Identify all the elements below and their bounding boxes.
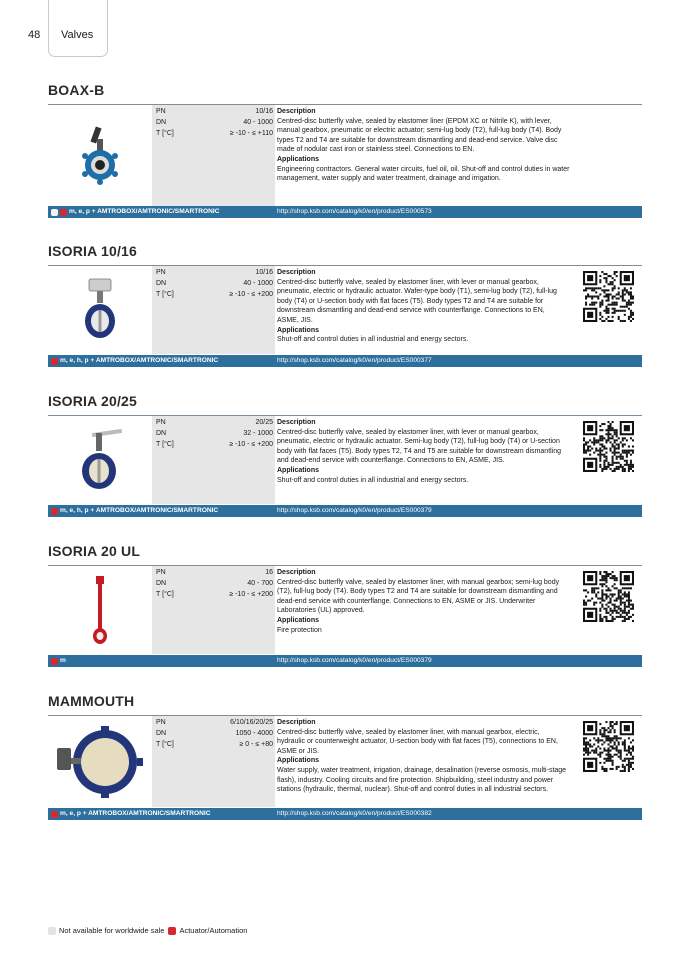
- spec-value-dn: 40 - 1000: [243, 119, 273, 126]
- product-mammouth: [48, 693, 642, 828]
- product-footer-bar: [48, 505, 642, 517]
- spec-value-temp: ≥ -10 - ≤ +200: [229, 441, 273, 448]
- applications-text: Engineering contractors. General water circuits, fuel oil, oil. Shut-off and control duties in water management, water supply and water treatment, drainage and irrigation.: [277, 165, 570, 183]
- description-block: [277, 418, 567, 485]
- product-link[interactable]: http://shop.ksb.com/catalog/k0/en/product/ES000382: [277, 810, 432, 817]
- actuation-text: m, e, p + AMTROBOX/AMTRONIC/SMARTRONIC: [60, 810, 211, 817]
- description-heading: Description: [277, 269, 316, 276]
- spec-label-dn: DN: [156, 430, 167, 437]
- actuation-options: [51, 355, 218, 367]
- product-title: ISORIA 20/25: [48, 393, 138, 409]
- spec-value-pn: 10/16: [255, 108, 273, 115]
- legend-red-square: [60, 209, 67, 216]
- actuation-options: [51, 808, 211, 820]
- legend-not-available: [48, 926, 164, 935]
- legend-red-square: [51, 508, 58, 515]
- spec-label-pn: PN: [156, 569, 166, 576]
- spec-label-pn: PN: [156, 719, 166, 726]
- description-heading: Description: [277, 419, 316, 426]
- spec-value-pn: 6/10/16/20/25: [230, 719, 273, 726]
- spec-value-pn: 16: [265, 569, 273, 576]
- applications-text: Fire protection: [277, 626, 322, 634]
- valve-image: [48, 105, 152, 206]
- description-text: Centred-disc butterfly valve, sealed by elastomer liner (EPDM XC or Nitrile K), with lever, manual gearbox, pneumatic or electric actuator; semi-lug body (T2), full-lug body (T4). Body types T2 and T4 are suitable for downstream dismantling and dead-end service. Valve disc made of nodular cast iron or stainless steel. Connections to EN.: [277, 117, 562, 154]
- spec-value-dn: 1050 - 4000: [235, 730, 273, 737]
- spec-table: [152, 105, 275, 206]
- spec-label-temp: T [°C]: [156, 591, 174, 598]
- legend-red-square: [51, 811, 58, 818]
- spec-label-dn: DN: [156, 119, 167, 126]
- qr-code-icon: [583, 721, 634, 772]
- applications-heading: Applications: [277, 466, 320, 474]
- product-boax-b: [48, 82, 642, 222]
- spec-table: [152, 416, 275, 504]
- description-heading: Description: [277, 719, 316, 726]
- qr-code-icon: [583, 571, 634, 622]
- applications-text: Shut-off and control duties in all industrial and energy sectors.: [277, 476, 469, 484]
- spec-label-pn: PN: [156, 419, 166, 426]
- description-heading: Description: [277, 569, 316, 576]
- spec-label-dn: DN: [156, 730, 167, 737]
- product-body: [48, 265, 642, 354]
- description-text: Centred-disc butterfly valve, sealed by elastomer liner, with manual gearbox; semi-lug body (T2), full-lug body (T4). Body types T2 and T4 are suitable for downstream dismantling and dead-end service with counterflange. Connections to EN, ASME or JIS. Underwriter Laboratories (UL) approved.: [277, 578, 560, 615]
- product-link[interactable]: http://shop.ksb.com/catalog/k0/en/product/ES000573: [277, 208, 432, 215]
- spec-table: [152, 716, 275, 807]
- product-link[interactable]: http://shop.ksb.com/catalog/k0/en/product/ES000377: [277, 357, 432, 364]
- legend-red-square: [168, 927, 176, 935]
- product-footer-bar: [48, 808, 642, 820]
- product-body: [48, 715, 642, 807]
- actuation-options: [51, 655, 66, 667]
- spec-value-dn: 40 - 700: [247, 580, 273, 587]
- legend-actuator: [168, 926, 247, 935]
- actuation-text: m: [60, 657, 66, 664]
- actuation-options: [51, 206, 220, 218]
- description-text: Centred-disc butterfly valve, sealed by elastomer liner, with lever or manual gearbox, pneumatic, electric or hydraulic actuator. Semi-lug body (T2), full-lug body (T4) or U-section body with flat faces (T5). Body types T2, T4 and T5 are suitable for downstream dismantling and dead-end service with counterflange. Connections to EN, ASME, JIS.: [277, 428, 562, 465]
- applications-text: Shut-off and control duties in all industrial and energy sectors.: [277, 336, 469, 344]
- legend-not-available-text: Not available for worldwide sale: [59, 926, 165, 935]
- spec-label-pn: PN: [156, 269, 166, 276]
- product-footer-bar: [48, 355, 642, 367]
- valve-image: [48, 266, 152, 354]
- spec-label-pn: PN: [156, 108, 166, 115]
- spec-value-pn: 20/25: [255, 419, 273, 426]
- product-title: BOAX-B: [48, 82, 105, 98]
- spec-label-dn: DN: [156, 280, 167, 287]
- applications-heading: Applications: [277, 757, 320, 765]
- product-title: ISORIA 10/16: [48, 243, 138, 259]
- product-title: MAMMOUTH: [48, 693, 135, 709]
- actuation-text: m, e, p + AMTROBOX/AMTRONIC/SMARTRONIC: [69, 208, 220, 215]
- product-footer-bar: [48, 655, 642, 667]
- product-link[interactable]: http://shop.ksb.com/catalog/k0/en/product/ES000379: [277, 657, 432, 664]
- product-body: [48, 415, 642, 504]
- legend-red-square: [51, 358, 58, 365]
- spec-label-dn: DN: [156, 580, 167, 587]
- description-block: [277, 718, 567, 795]
- section-tab: [48, 0, 108, 57]
- legend-red-square: [51, 658, 58, 665]
- spec-value-temp: ≥ -10 - ≤ +200: [229, 591, 273, 598]
- product-title: ISORIA 20 UL: [48, 543, 141, 559]
- page-number: 48: [28, 29, 41, 41]
- product-isoria-20-ul: [48, 543, 642, 673]
- spec-label-temp: T [°C]: [156, 441, 174, 448]
- qr-code-icon: [583, 271, 634, 322]
- applications-text: Water supply, water treatment, irrigation, drainage, desalination (reverse osmosis, multi-stage flash), industry. Cooling circuits and fire protection. Shipbuilding, steel industry and power stations (hydraulic, thermal, nuclear). Shut-off and control duties in all industrial sectors.: [277, 766, 567, 794]
- applications-heading: Applications: [277, 155, 320, 163]
- product-body: [48, 104, 642, 206]
- product-isoria-10-16: [48, 243, 642, 373]
- valve-image: [48, 566, 152, 654]
- spec-value-temp: ≥ -10 - ≤ +200: [229, 291, 273, 298]
- section-title: Valves: [61, 29, 94, 41]
- spec-value-dn: 32 - 1000: [243, 430, 273, 437]
- spec-value-pn: 10/16: [255, 269, 273, 276]
- product-footer-bar: [48, 206, 642, 218]
- spec-label-temp: T [°C]: [156, 741, 174, 748]
- spec-label-temp: T [°C]: [156, 130, 174, 137]
- valve-image: [48, 416, 152, 504]
- legend: [48, 926, 251, 935]
- actuation-text: m, e, h, p + AMTROBOX/AMTRONIC/SMARTRONIC: [60, 357, 219, 364]
- legend-grey-square: [48, 927, 56, 935]
- qr-code-icon: [583, 421, 634, 472]
- spec-table: [152, 566, 275, 654]
- spec-value-dn: 40 - 1000: [243, 280, 273, 287]
- description-text: Centred-disc butterfly valve, sealed by elastomer liner, with manual gearbox, electric, hydraulic or counterweight actuator, U-section body with flat faces (T5), connections to EN, ASME or JIS.: [277, 728, 558, 755]
- applications-heading: Applications: [277, 326, 320, 334]
- spec-label-temp: T [°C]: [156, 291, 174, 298]
- product-isoria-20-25: [48, 393, 642, 523]
- spec-value-temp: ≥ -10 - ≤ +110: [229, 130, 273, 137]
- valve-image: [48, 716, 152, 807]
- product-link[interactable]: http://shop.ksb.com/catalog/k0/en/product/ES000379: [277, 507, 432, 514]
- actuation-options: [51, 505, 218, 517]
- description-block: [277, 268, 567, 345]
- spec-value-temp: ≥ 0 - ≤ +80: [239, 741, 273, 748]
- description-heading: Description: [277, 108, 316, 115]
- legend-white-square: [51, 209, 58, 216]
- product-body: [48, 565, 642, 654]
- actuation-text: m, e, h, p + AMTROBOX/AMTRONIC/SMARTRONIC: [60, 507, 219, 514]
- description-block: [277, 107, 571, 184]
- legend-actuator-text: Actuator/Automation: [179, 926, 248, 935]
- description-block: [277, 568, 567, 635]
- spec-table: [152, 266, 275, 354]
- applications-heading: Applications: [277, 616, 320, 624]
- description-text: Centred-disc butterfly valve, sealed by elastomer liner, with lever or manual gearbox, pneumatic, electric or hydraulic actuator. Wafer-type body (T1), semi-lug body (T2), full-lug body (T4) or U-section body with flat faces (T5). Body types T2 and T4 are suitable for downstream dismantling and dead-end service with counterflange. Connections to EN, ASME, JIS.: [277, 278, 557, 324]
